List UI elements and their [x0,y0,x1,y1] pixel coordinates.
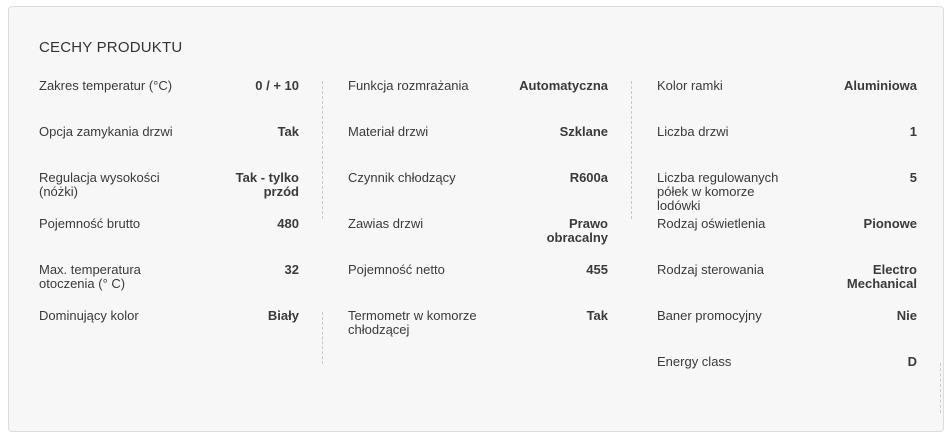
section-title: CECHY PRODUKTU [39,39,183,56]
feature-value: Aluminiowa [844,78,917,93]
feature-label: Zakres temperatur (°C) [39,78,173,93]
feature-value: Biały [267,308,299,323]
feature-row-door-lock [39,125,299,171]
feature-label: Pojemność netto [348,262,445,277]
feature-value: Tak [277,124,299,139]
feature-value: Pionowe [863,216,917,231]
feature-row-promo-banner [657,309,917,355]
feature-label: Zawias drzwi [348,216,424,231]
features-column-3 [657,79,917,401]
feature-row-height-adjustment [39,171,299,217]
feature-row-adjustable-shelves [657,171,917,217]
feature-label: Dominujący kolor [39,308,139,323]
feature-row-lighting-type [657,217,917,263]
feature-value: R600a [569,170,608,185]
feature-label: Termometr w komorze chłodzącej [348,308,477,337]
feature-label: Materiał drzwi [348,124,429,139]
feature-row-dominant-color [39,309,299,355]
feature-value: Prawo obracalny [546,216,608,245]
feature-label: Max. temperatura otoczenia (° C) [39,262,141,291]
feature-value: Szklane [559,124,608,139]
column-divider [322,81,323,219]
feature-value: Automatyczna [519,78,608,93]
column-divider [631,81,632,219]
feature-label: Regulacja wysokości (nóżki) [39,170,160,199]
feature-value: 32 [284,262,299,277]
feature-label: Liczba regulowanych półek w komorze lodówki [657,170,779,213]
feature-value: Electro Mechanical [846,262,917,291]
feature-row-gross-capacity [39,217,299,263]
feature-row-door-material [348,125,608,171]
feature-value: Tak - tylko przód [235,170,299,199]
column-divider [940,363,941,413]
feature-label: Opcja zamykania drzwi [39,124,173,139]
features-column-1 [39,79,299,355]
features-column-2 [348,79,608,355]
feature-row-thermometer [348,309,608,355]
column-divider [322,312,323,364]
feature-row-defrost-function [348,79,608,125]
feature-value: 455 [586,262,608,277]
feature-label: Rodzaj sterowania [657,262,764,277]
feature-row-net-capacity [348,263,608,309]
feature-label: Pojemność brutto [39,216,141,231]
product-features-panel [8,6,944,432]
feature-label: Czynnik chłodzący [348,170,456,185]
feature-label: Rodzaj oświetlenia [657,216,766,231]
feature-row-refrigerant [348,171,608,217]
feature-label: Funkcja rozmrażania [348,78,469,93]
feature-label: Liczba drzwi [657,124,729,139]
feature-row-frame-color [657,79,917,125]
feature-row-door-count [657,125,917,171]
feature-row-max-ambient-temp [39,263,299,309]
feature-label: Kolor ramki [657,78,723,93]
feature-value: 0 / + 10 [255,78,299,93]
feature-value: Nie [896,308,917,323]
feature-value: Tak [586,308,608,323]
feature-value: 1 [909,124,917,139]
feature-value: 480 [277,216,299,231]
feature-label: Baner promocyjny [657,308,762,323]
feature-row-door-hinge [348,217,608,263]
feature-row-temperature-range [39,79,299,125]
feature-value: D [907,354,917,369]
feature-row-control-type [657,263,917,309]
feature-label: Energy class [657,354,732,369]
feature-value: 5 [909,170,917,185]
feature-row-energy-class [657,355,917,401]
